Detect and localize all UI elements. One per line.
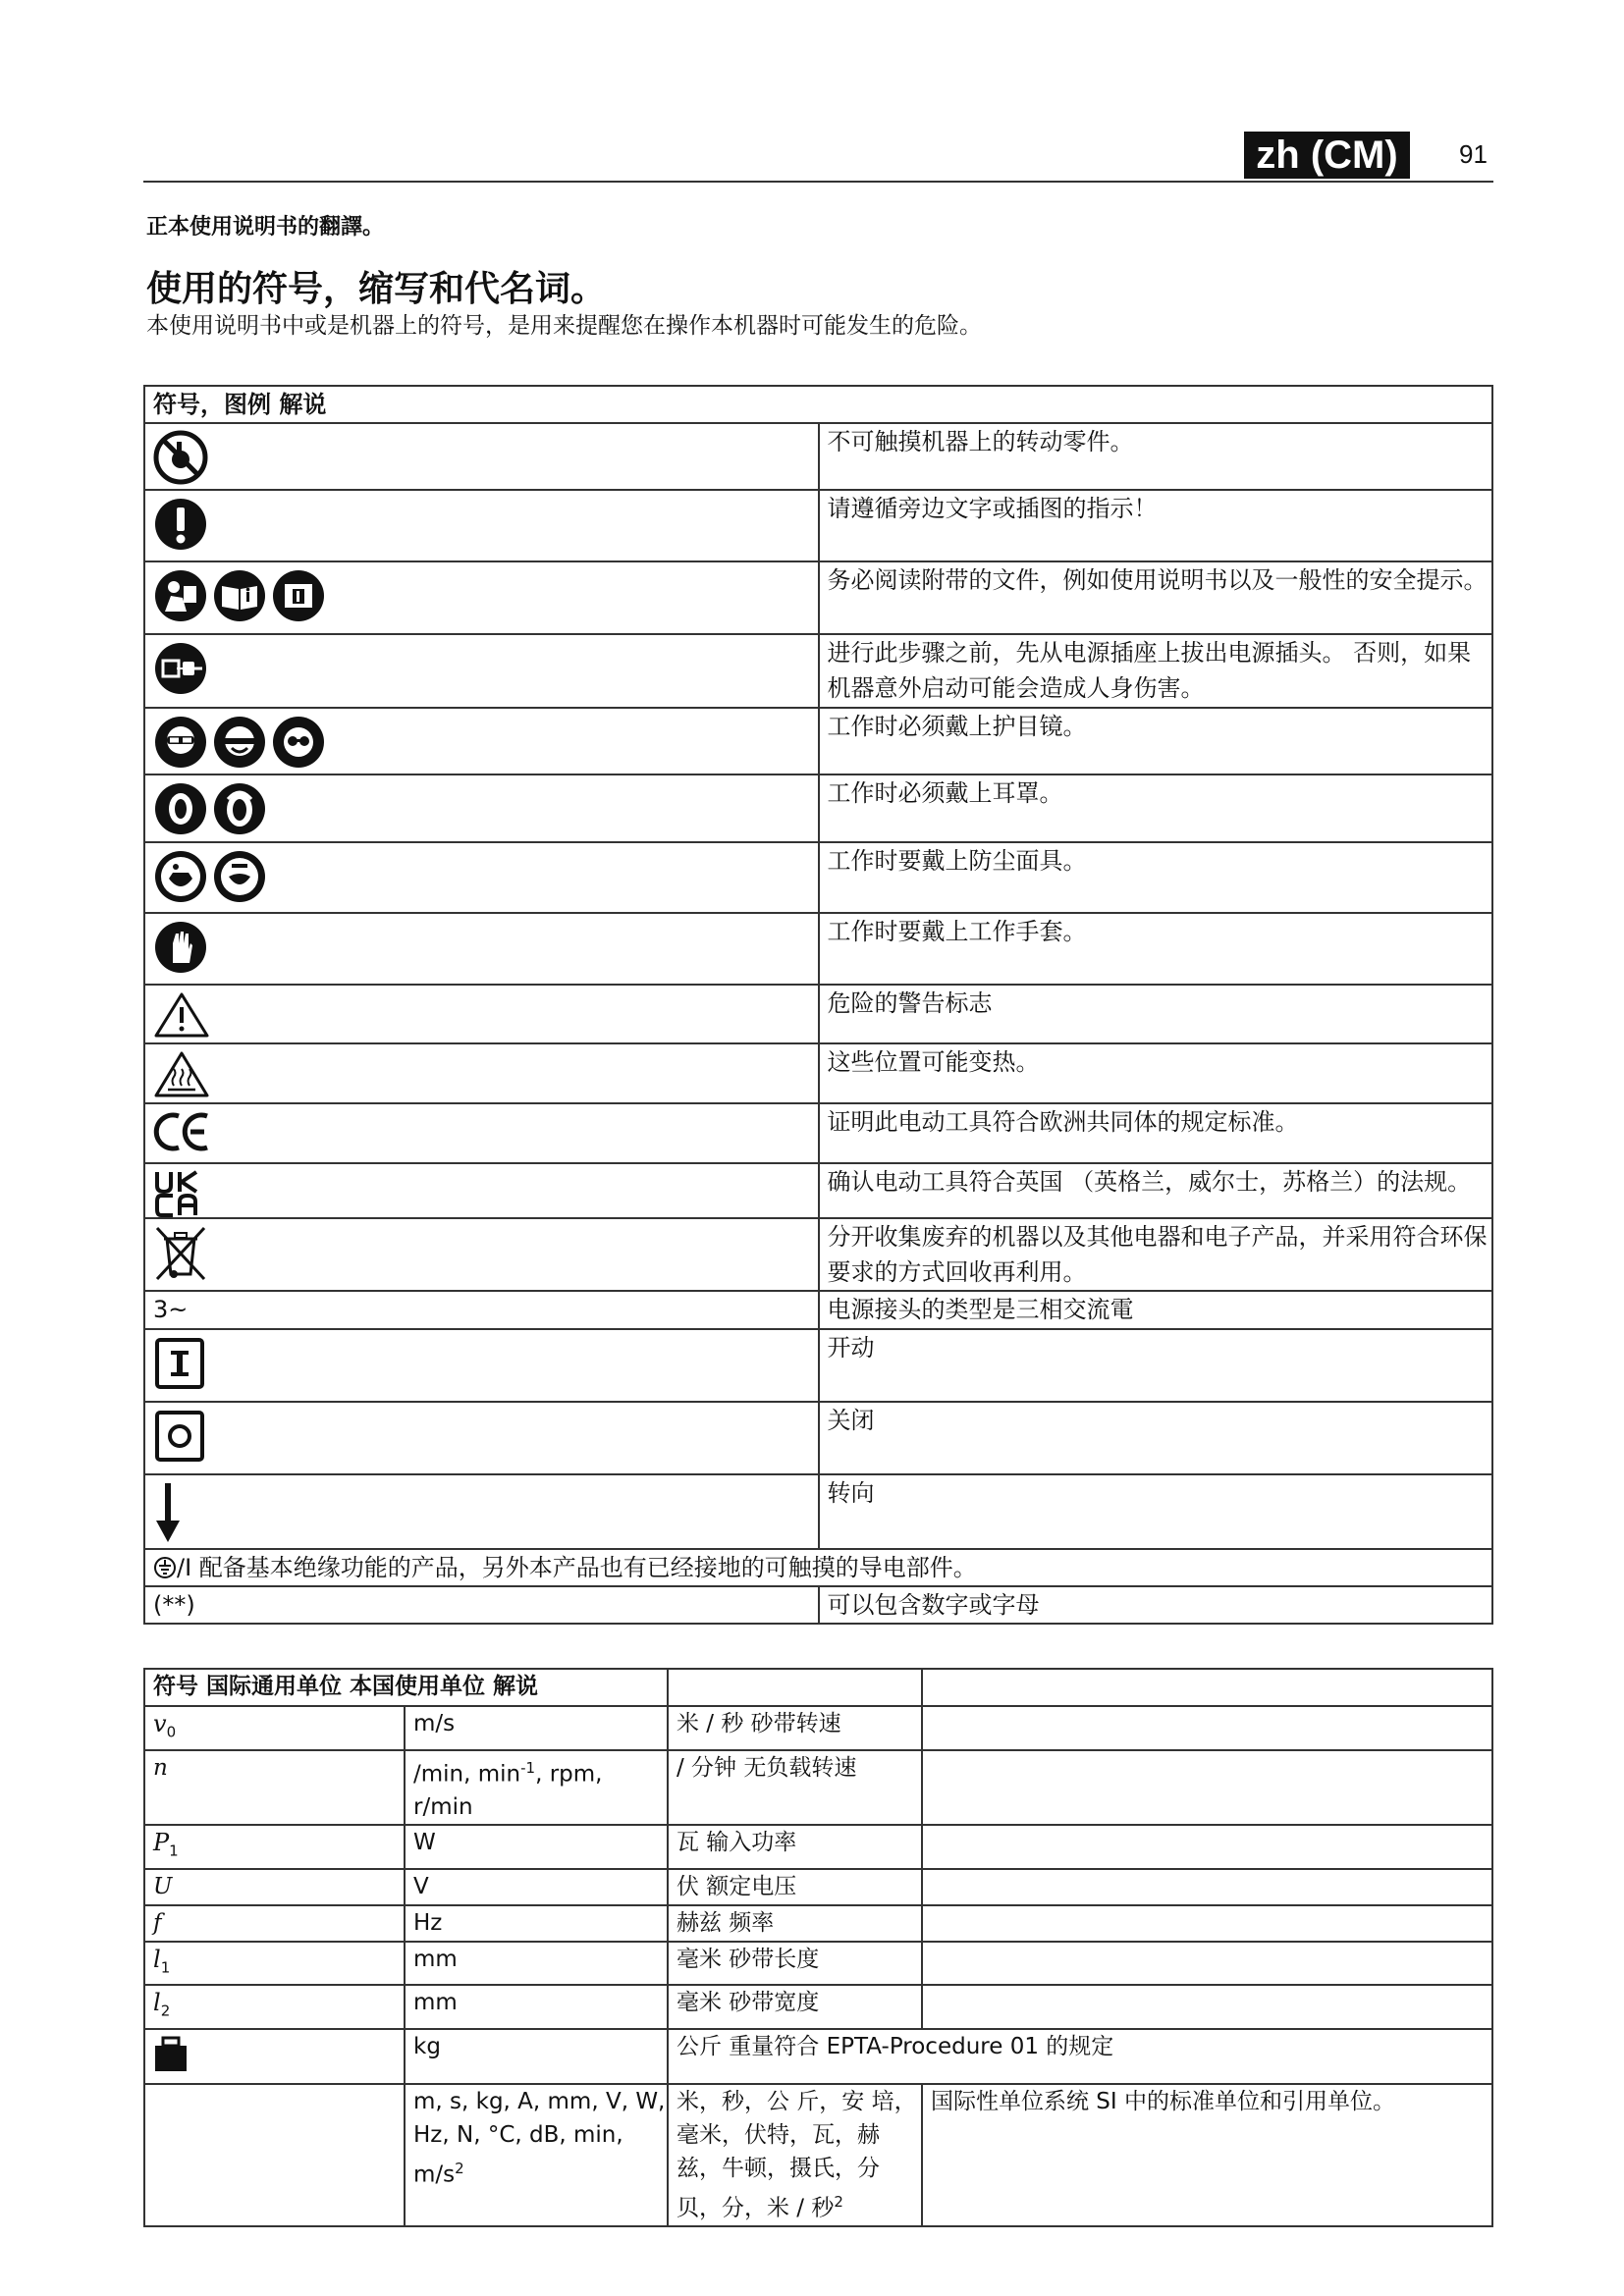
table-row [144,1869,1492,1905]
table-row [144,1586,1492,1624]
safety-goggles-icon [153,715,208,770]
row-text: 工作时必须戴上耳罩。 [819,774,1493,842]
unit-local: 米 / 秒 砂带转速 [668,1706,922,1750]
row-text: 务必阅读附带的文件，例如使用说明书以及一般性的安全提示。 [819,561,1493,634]
row-text: 危险的警告标志 [819,985,1493,1043]
ukca-mark-icon [153,1170,206,1217]
unit-local: 毫米 砂带长度 [668,1942,922,1986]
table-row [144,1750,1492,1826]
table-row [144,774,1492,842]
unit-symbol [144,2029,405,2084]
table-row [144,913,1492,985]
table-row [144,1291,1492,1329]
row-text: 关闭 [819,1402,1493,1474]
warning-triangle-icon [153,991,210,1039]
face-shield-icon [212,715,267,770]
weee-crossed-bin-icon [153,1225,208,1282]
unit-symbol: n [144,1750,405,1826]
unit-local: 毫米 砂带宽度 [668,1985,922,2029]
table-row [144,423,1492,490]
table-row [144,1402,1492,1474]
table-row [144,842,1492,913]
translation-note: 正本使用说明书的翻譯。 [146,215,385,240]
row-text: 可以包含数字或字母 [819,1586,1493,1624]
mandatory-exclamation-icon [153,497,208,552]
table-row [144,1043,1492,1103]
page-title: 使用的符号，缩写和代名词。 [146,269,607,309]
dust-mask-icon [153,849,208,904]
row-text: 工作时要戴上工作手套。 [819,913,1493,985]
unplug-power-icon [153,641,208,696]
table-row [144,1218,1492,1291]
table-row [144,634,1492,708]
respirator-mask-icon [212,849,267,904]
info-book-icon [212,568,267,623]
symbol-text: 3~ [144,1291,819,1329]
table-row [144,1474,1492,1549]
ear-protection-icon [153,781,208,836]
unit-intl: W [405,1825,668,1869]
unit-local: 公斤 重量符合 EPTA-Procedure 01 的规定 [668,2029,1492,2084]
row-text: 工作时要戴上防尘面具。 [819,842,1493,913]
unit-symbol: $l_1$ [144,1942,405,1986]
read-manual-icon [153,568,208,623]
table-row [144,1825,1492,1869]
table-row [144,490,1492,561]
header-rule [143,181,1493,183]
table-row [144,985,1492,1043]
intro-text: 本使用说明书中或是机器上的符号，是用来提醒您在操作本机器时可能发生的危险。 [146,313,982,339]
unit-symbol: $l_2$ [144,1985,405,2029]
table-row [144,1163,1492,1218]
unit-intl: m, s, kg, A, mm, V, W, Hz, N, °C, dB, min, $m/s^2$ [405,2084,668,2226]
hot-surface-icon [153,1050,210,1099]
unit-intl: /min, $\min^{-1}$, rpm, r/min [405,1750,668,1826]
ce-mark-icon [153,1110,212,1153]
table-row [144,2029,1492,2084]
unit-intl: m/s [405,1706,668,1750]
unit-local: 瓦 输入功率 [668,1825,922,1869]
row-text: 证明此电动工具符合欧洲共同体的规定标准。 [819,1103,1493,1163]
unit-intl: kg [405,2029,668,2084]
unit-symbol: f [144,1905,405,1942]
power-on-icon [153,1336,206,1391]
table-row [144,1549,1492,1586]
unit-local: 米，秒，公 斤，安 培， 毫米，伏特，瓦，赫 兹，牛顿，摄氏，分 贝，分，米 / 秒$^2$ [668,2084,922,2226]
manual-page-icon [271,568,326,623]
row-text: 转向 [819,1474,1493,1549]
language-badge: zh (CM) [1244,132,1410,179]
unit-intl: mm [405,1985,668,2029]
unit-local: / 分钟 无负载转速 [668,1750,922,1826]
table-row [144,1942,1492,1986]
table-row [144,1706,1492,1750]
unit-symbol: U [144,1869,405,1905]
unit-local: 伏 额定电压 [668,1869,922,1905]
row-text: 进行此步骤之前，先从电源插座上拔出电源插头。 否则，如果机器意外启动可能会造成人身伤害。 [819,634,1493,708]
row-text: 请遵循旁边文字或插图的指示！ [819,490,1493,561]
unit-symbol: $v_0$ [144,1706,405,1750]
symbol-text: (**) [144,1586,819,1624]
row-text: 分开收集废弃的机器以及其他电器和电子产品，并采用符合环保要求的方式回收再利用。 [819,1218,1493,1291]
unit-intl: Hz [405,1905,668,1942]
power-off-icon [153,1409,206,1464]
row-text: 不可触摸机器上的转动零件。 [819,423,1493,490]
table-row [144,708,1492,774]
unit-desc: 国际性单位系统 SI 中的标准单位和引用单位。 [922,2084,1492,2226]
row-text: 这些位置可能变热。 [819,1043,1493,1103]
table-row [144,2084,1492,2226]
rotation-direction-arrow-icon [153,1481,183,1544]
symbols-table-header: 符号，图例 解说 [144,386,1492,423]
table-row [144,561,1492,634]
unit-intl: V [405,1869,668,1905]
unit-symbol: $P_1$ [144,1825,405,1869]
unit-local: 赫兹 频率 [668,1905,922,1942]
symbols-table [143,385,1493,1625]
table-row [144,1103,1492,1163]
eye-protection-icon [271,715,326,770]
table-row [144,1985,1492,2029]
weight-icon [153,2036,189,2073]
ear-muffs-icon [212,781,267,836]
no-touch-rotating-parts-icon [153,430,208,485]
row-text: 确认电动工具符合英国 （英格兰，威尔士，苏格兰）的法规。 [819,1163,1493,1218]
units-table-header: 符号 国际通用单位 本国使用单位 解说 [144,1669,668,1706]
row-text: 工作时必须戴上护目镜。 [819,708,1493,774]
unit-intl: mm [405,1942,668,1986]
table-row [144,1905,1492,1942]
row-text: 电源接头的类型是三相交流電 [819,1291,1493,1329]
protective-earth-icon [153,1556,177,1579]
row-text: 开动 [819,1329,1493,1402]
protective-gloves-icon [153,920,208,975]
page-number: 91 [1459,139,1488,169]
table-row [144,1329,1492,1402]
insulation-text: /I 配备基本绝缘功能的产品，另外本产品也有已经接地的可触摸的导电部件。 [177,1554,977,1581]
units-table [143,1668,1493,2227]
